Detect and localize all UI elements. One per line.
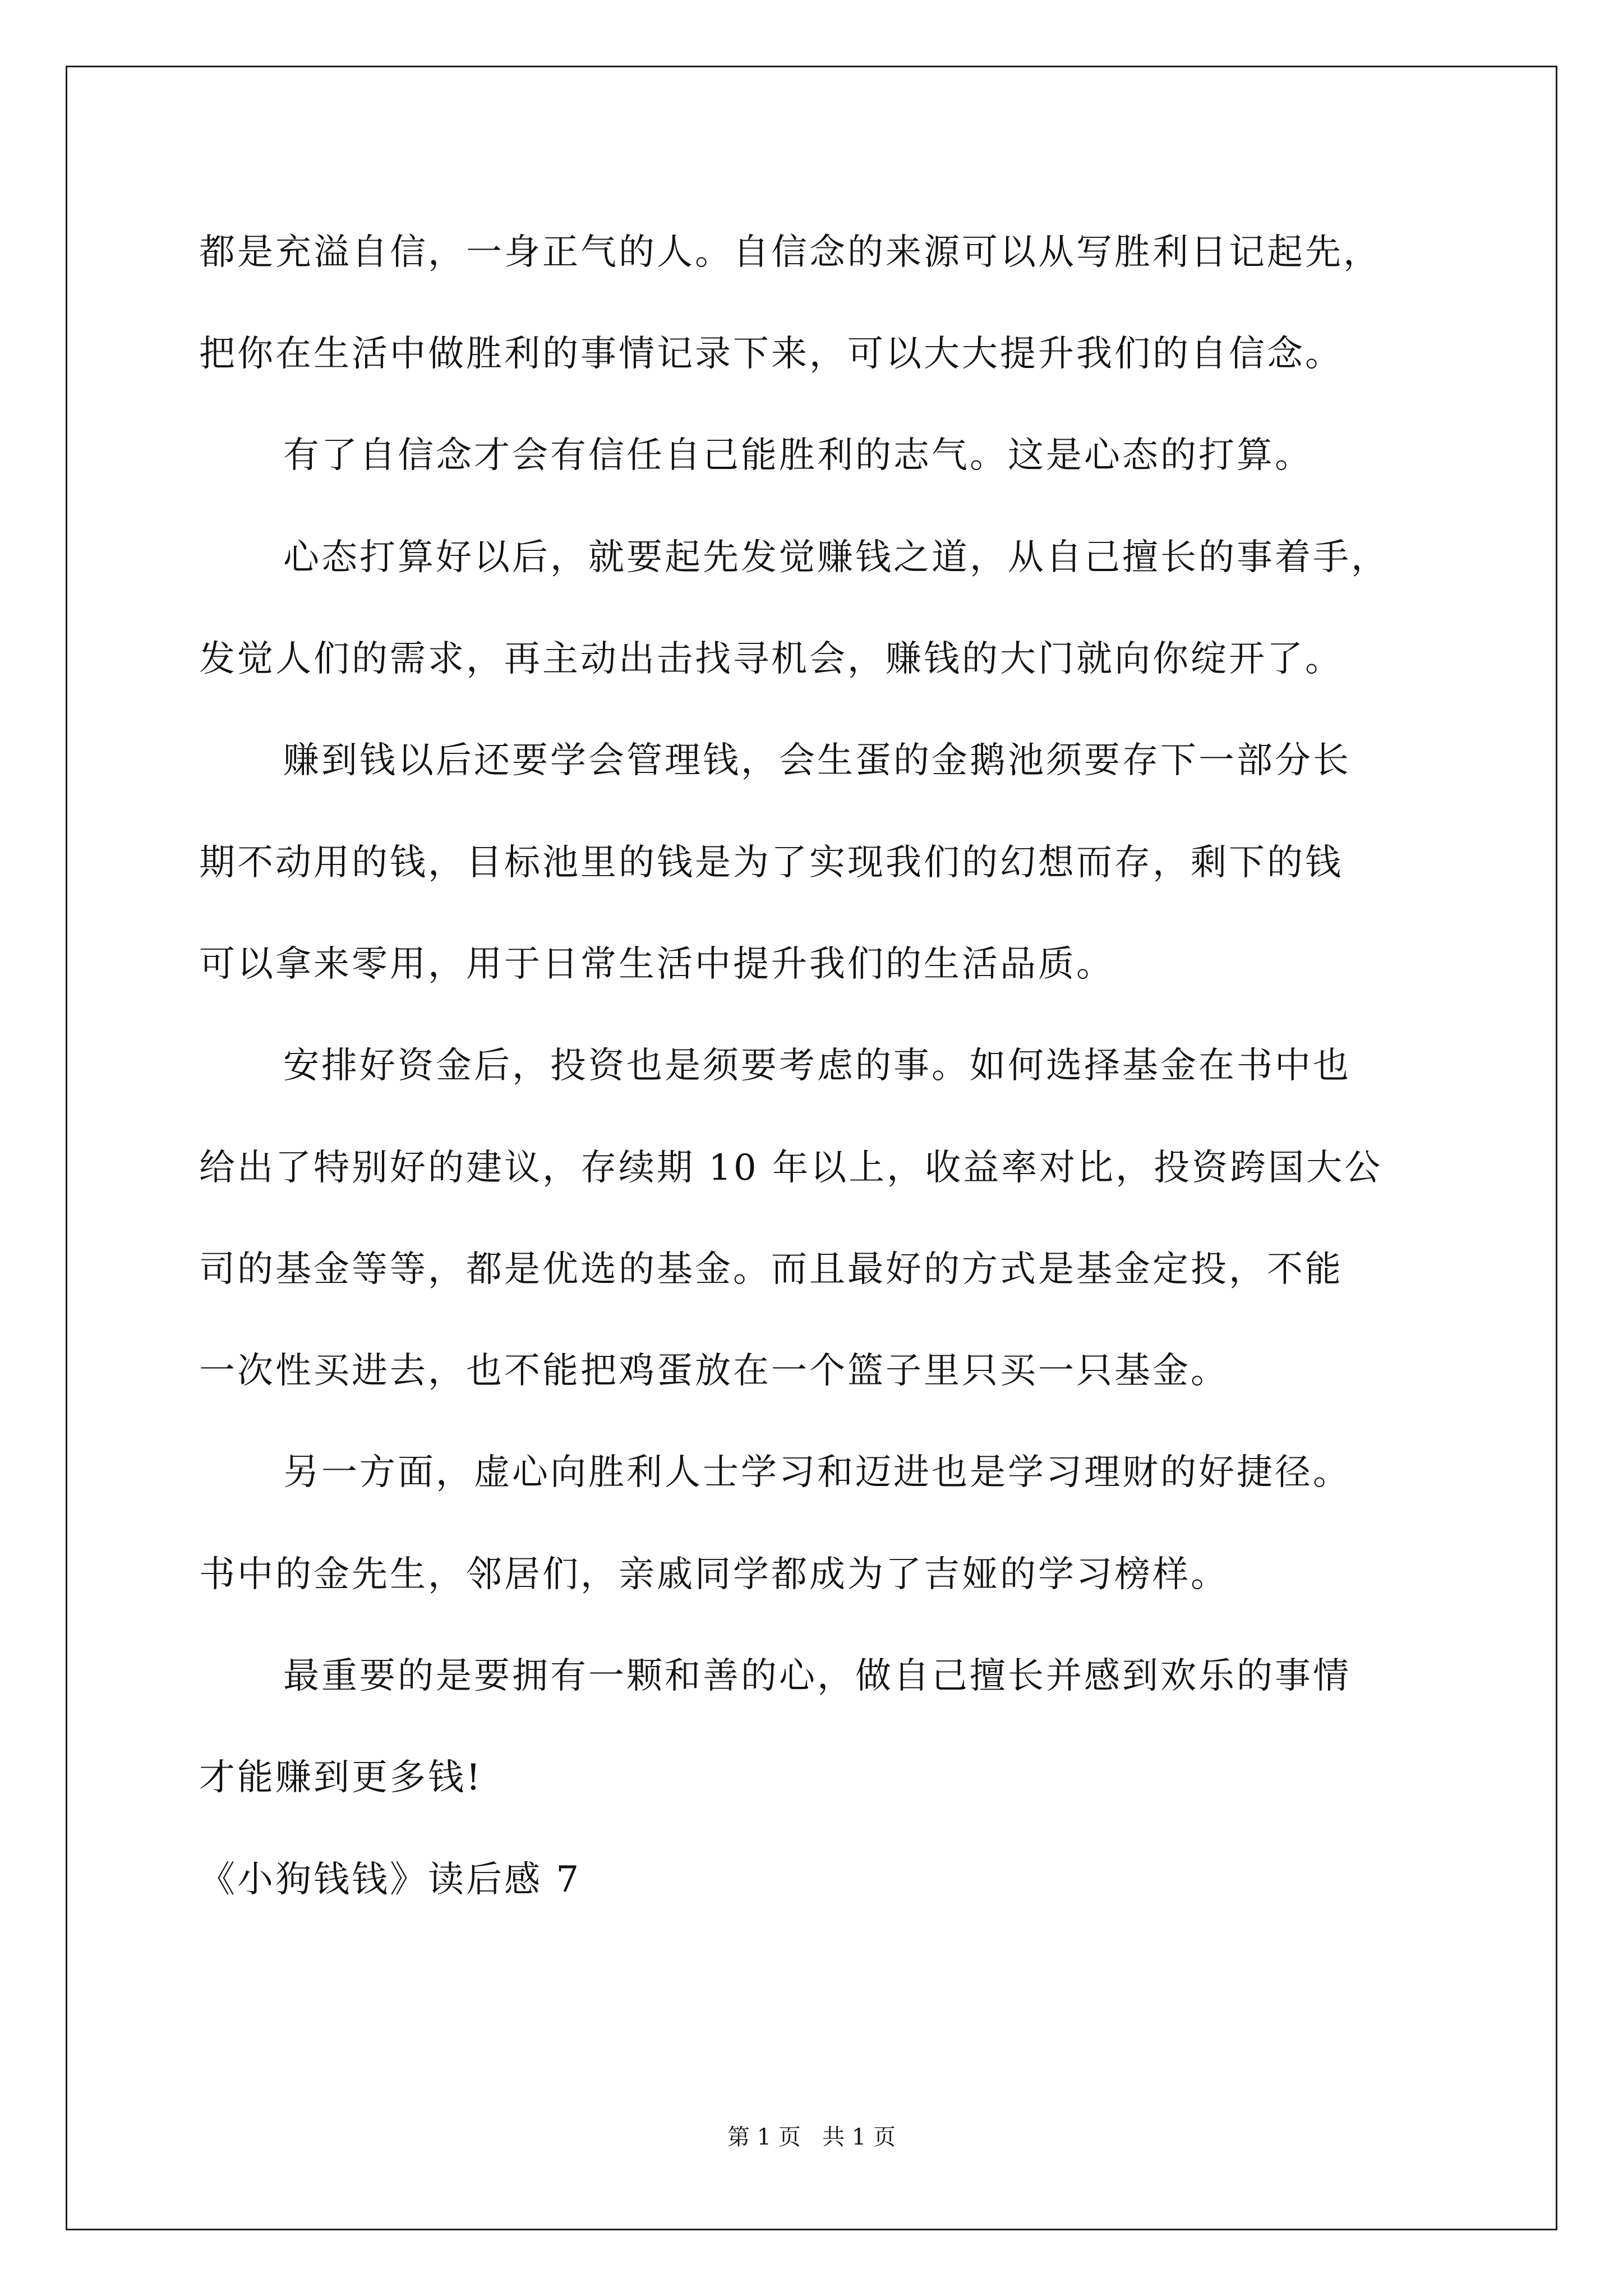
body-line-4: 心态打算好以后，就要起先发觉赚钱之道，从自己擅长的事着手， [283, 537, 1389, 578]
page-footer: 第 1 页 共 1 页 [727, 2124, 896, 2150]
body-line-11: 司的基金等等，都是优选的基金。而且最好的方式是基金定投，不能 [199, 1249, 1343, 1290]
body-line-1: 都是充溢自信，一身正气的人。自信念的来源可以从写胜利日记起先， [199, 232, 1381, 273]
body-line-3: 有了自信念才会有信任自己能胜利的志气。这是心态的打算。 [283, 435, 1313, 476]
body-line-14: 书中的金先生，邻居们，亲戚同学都成为了吉娅的学习榜样。 [199, 1554, 1229, 1595]
body-line-12: 一次性买进去，也不能把鸡蛋放在一个篮子里只买一只基金。 [199, 1350, 1229, 1392]
section-heading: 《小狗钱钱》读后感 7 [199, 1859, 582, 1901]
body-line-8: 可以拿来零用，用于日常生活中提升我们的生活品质。 [199, 944, 1114, 985]
body-line-7: 期不动用的钱，目标池里的钱是为了实现我们的幻想而存，剩下的钱 [199, 842, 1343, 884]
body-line-13: 另一方面，虚心向胜利人士学习和迈进也是学习理财的好捷径。 [283, 1452, 1351, 1493]
body-line-5: 发觉人们的需求，再主动出击找寻机会，赚钱的大门就向你绽开了。 [199, 638, 1343, 680]
body-line-9: 安排好资金后，投资也是须要考虑的事。如何选择基金在书中也 [283, 1045, 1351, 1087]
body-line-10: 给出了特别好的建议，存续期 10 年以上，收益率对比，投资跨国大公 [199, 1147, 1383, 1189]
body-line-16: 才能赚到更多钱! [199, 1757, 483, 1798]
body-line-15: 最重要的是要拥有一颗和善的心，做自己擅长并感到欢乐的事情 [283, 1655, 1351, 1697]
body-line-6: 赚到钱以后还要学会管理钱，会生蛋的金鹅池须要存下一部分长 [283, 740, 1351, 781]
body-line-2: 把你在生活中做胜利的事情记录下来，可以大大提升我们的自信念。 [199, 333, 1343, 375]
